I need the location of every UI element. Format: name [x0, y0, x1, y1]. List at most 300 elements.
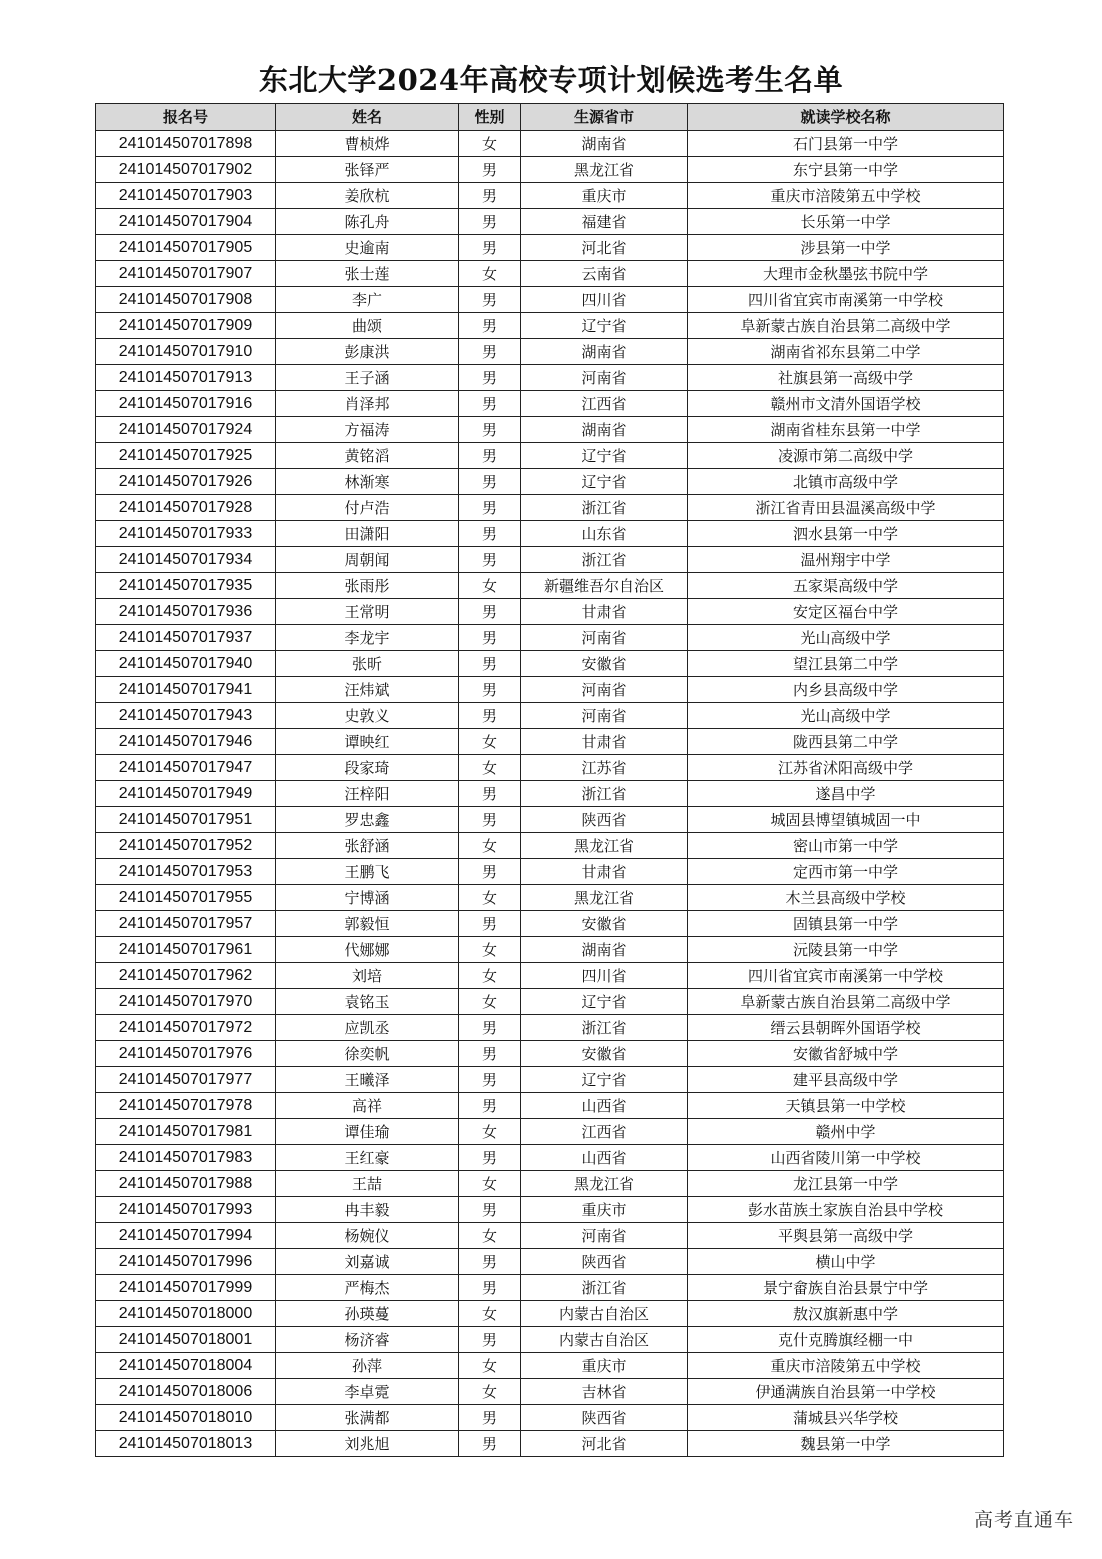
cell-student-name: 段家琦 [276, 755, 459, 781]
cell-school: 石门县第一中学 [688, 131, 1004, 157]
column-header-name: 姓名 [276, 104, 459, 131]
table-row [96, 1041, 1004, 1067]
cell-student-name: 王喆 [276, 1171, 459, 1197]
cell-registration-id: 241014507017909 [96, 313, 276, 339]
cell-registration-id: 241014507017935 [96, 573, 276, 599]
cell-student-name: 张士莲 [276, 261, 459, 287]
table-row [96, 365, 1004, 391]
cell-gender: 男 [459, 1405, 521, 1431]
cell-student-name: 刘兆旭 [276, 1431, 459, 1457]
cell-student-name: 刘嘉诚 [276, 1249, 459, 1275]
cell-registration-id: 241014507017994 [96, 1223, 276, 1249]
cell-student-name: 应凯丞 [276, 1015, 459, 1041]
cell-province: 安徽省 [521, 651, 688, 677]
cell-province: 江西省 [521, 391, 688, 417]
cell-gender: 男 [459, 911, 521, 937]
cell-province: 辽宁省 [521, 313, 688, 339]
cell-registration-id: 241014507017907 [96, 261, 276, 287]
cell-student-name: 史逾南 [276, 235, 459, 261]
cell-registration-id: 241014507017978 [96, 1093, 276, 1119]
cell-school: 五家渠高级中学 [688, 573, 1004, 599]
cell-student-name: 代娜娜 [276, 937, 459, 963]
cell-school: 光山高级中学 [688, 703, 1004, 729]
cell-registration-id: 241014507017953 [96, 859, 276, 885]
table-row [96, 521, 1004, 547]
cell-gender: 女 [459, 937, 521, 963]
cell-student-name: 李龙宇 [276, 625, 459, 651]
cell-student-name: 付卢浩 [276, 495, 459, 521]
column-header-school: 就读学校名称 [688, 104, 1004, 131]
cell-school: 龙江县第一中学 [688, 1171, 1004, 1197]
cell-registration-id: 241014507017916 [96, 391, 276, 417]
cell-registration-id: 241014507017951 [96, 807, 276, 833]
cell-province: 湖南省 [521, 131, 688, 157]
cell-school: 木兰县高级中学校 [688, 885, 1004, 911]
cell-registration-id: 241014507017970 [96, 989, 276, 1015]
cell-province: 浙江省 [521, 1275, 688, 1301]
cell-student-name: 孙萍 [276, 1353, 459, 1379]
cell-registration-id: 241014507017905 [96, 235, 276, 261]
cell-school: 江苏省沭阳高级中学 [688, 755, 1004, 781]
cell-province: 山西省 [521, 1093, 688, 1119]
table-row [96, 1067, 1004, 1093]
cell-school: 彭水苗族土家族自治县中学校 [688, 1197, 1004, 1223]
column-header-gender: 性别 [459, 104, 521, 131]
cell-province: 山东省 [521, 521, 688, 547]
cell-school: 山西省陵川第一中学校 [688, 1145, 1004, 1171]
cell-gender: 男 [459, 547, 521, 573]
page-title: 东北大学2024年高校专项计划候选考生名单 [258, 63, 844, 97]
table-row [96, 235, 1004, 261]
cell-gender: 女 [459, 1223, 521, 1249]
cell-gender: 男 [459, 703, 521, 729]
cell-province: 福建省 [521, 209, 688, 235]
cell-province: 陕西省 [521, 807, 688, 833]
cell-province: 内蒙古自治区 [521, 1327, 688, 1353]
column-header-id: 报名号 [96, 104, 276, 131]
cell-registration-id: 241014507017981 [96, 1119, 276, 1145]
cell-student-name: 王曦泽 [276, 1067, 459, 1093]
table-row [96, 599, 1004, 625]
cell-province: 湖南省 [521, 339, 688, 365]
cell-gender: 男 [459, 287, 521, 313]
table-row [96, 885, 1004, 911]
cell-school: 四川省宜宾市南溪第一中学校 [688, 287, 1004, 313]
table-row [96, 1093, 1004, 1119]
cell-gender: 男 [459, 1145, 521, 1171]
cell-registration-id: 241014507017993 [96, 1197, 276, 1223]
cell-gender: 男 [459, 339, 521, 365]
cell-registration-id: 241014507017999 [96, 1275, 276, 1301]
cell-school: 浙江省青田县温溪高级中学 [688, 495, 1004, 521]
cell-gender: 男 [459, 677, 521, 703]
table-row [96, 547, 1004, 573]
cell-gender: 女 [459, 833, 521, 859]
cell-province: 黑龙江省 [521, 1171, 688, 1197]
cell-registration-id: 241014507018004 [96, 1353, 276, 1379]
table-row [96, 391, 1004, 417]
cell-school: 横山中学 [688, 1249, 1004, 1275]
cell-gender: 男 [459, 495, 521, 521]
cell-school: 阜新蒙古族自治县第二高级中学 [688, 313, 1004, 339]
cell-province: 辽宁省 [521, 469, 688, 495]
table-header-row [96, 104, 1004, 131]
table-row [96, 1379, 1004, 1405]
table-row [96, 287, 1004, 313]
cell-registration-id: 241014507017913 [96, 365, 276, 391]
cell-student-name: 黄铭滔 [276, 443, 459, 469]
cell-province: 黑龙江省 [521, 885, 688, 911]
cell-student-name: 汪炜斌 [276, 677, 459, 703]
cell-registration-id: 241014507017983 [96, 1145, 276, 1171]
cell-gender: 男 [459, 521, 521, 547]
table-row [96, 261, 1004, 287]
cell-student-name: 高祥 [276, 1093, 459, 1119]
table-body [96, 131, 1004, 1457]
cell-registration-id: 241014507017941 [96, 677, 276, 703]
cell-province: 辽宁省 [521, 1067, 688, 1093]
cell-school: 社旗县第一高级中学 [688, 365, 1004, 391]
table-row [96, 1405, 1004, 1431]
table-row [96, 1301, 1004, 1327]
cell-student-name: 罗忠鑫 [276, 807, 459, 833]
cell-province: 浙江省 [521, 495, 688, 521]
cell-student-name: 周朝闻 [276, 547, 459, 573]
cell-gender: 男 [459, 1275, 521, 1301]
cell-school: 密山市第一中学 [688, 833, 1004, 859]
cell-school: 定西市第一中学 [688, 859, 1004, 885]
table-row [96, 1431, 1004, 1457]
cell-province: 重庆市 [521, 1197, 688, 1223]
cell-school: 湖南省祁东县第二中学 [688, 339, 1004, 365]
cell-province: 黑龙江省 [521, 157, 688, 183]
cell-province: 河南省 [521, 1223, 688, 1249]
cell-registration-id: 241014507017988 [96, 1171, 276, 1197]
table-row [96, 1275, 1004, 1301]
cell-registration-id: 241014507017937 [96, 625, 276, 651]
cell-school: 温州翔宇中学 [688, 547, 1004, 573]
table-row [96, 833, 1004, 859]
cell-registration-id: 241014507017943 [96, 703, 276, 729]
table-row [96, 937, 1004, 963]
cell-province: 四川省 [521, 963, 688, 989]
cell-province: 云南省 [521, 261, 688, 287]
cell-school: 缙云县朝晖外国语学校 [688, 1015, 1004, 1041]
cell-province: 湖南省 [521, 937, 688, 963]
cell-gender: 男 [459, 469, 521, 495]
cell-province: 新疆维吾尔自治区 [521, 573, 688, 599]
cell-registration-id: 241014507017952 [96, 833, 276, 859]
cell-school: 四川省宜宾市南溪第一中学校 [688, 963, 1004, 989]
cell-student-name: 郭毅恒 [276, 911, 459, 937]
cell-registration-id: 241014507017933 [96, 521, 276, 547]
cell-registration-id: 241014507017961 [96, 937, 276, 963]
cell-student-name: 姜欣杭 [276, 183, 459, 209]
cell-student-name: 严梅杰 [276, 1275, 459, 1301]
cell-gender: 男 [459, 391, 521, 417]
cell-student-name: 刘培 [276, 963, 459, 989]
cell-student-name: 袁铭玉 [276, 989, 459, 1015]
cell-student-name: 方福涛 [276, 417, 459, 443]
cell-registration-id: 241014507017924 [96, 417, 276, 443]
table-row [96, 183, 1004, 209]
cell-school: 重庆市涪陵第五中学校 [688, 183, 1004, 209]
cell-registration-id: 241014507017972 [96, 1015, 276, 1041]
cell-gender: 男 [459, 1327, 521, 1353]
cell-student-name: 曲颂 [276, 313, 459, 339]
cell-registration-id: 241014507018001 [96, 1327, 276, 1353]
cell-registration-id: 241014507017904 [96, 209, 276, 235]
table-row [96, 339, 1004, 365]
cell-student-name: 张满都 [276, 1405, 459, 1431]
cell-gender: 女 [459, 729, 521, 755]
table-row [96, 1171, 1004, 1197]
cell-registration-id: 241014507017902 [96, 157, 276, 183]
cell-school: 建平县高级中学 [688, 1067, 1004, 1093]
cell-registration-id: 241014507017976 [96, 1041, 276, 1067]
cell-student-name: 张铎严 [276, 157, 459, 183]
cell-school: 内乡县高级中学 [688, 677, 1004, 703]
candidate-table [95, 103, 1004, 1457]
cell-school: 赣州中学 [688, 1119, 1004, 1145]
table-row [96, 729, 1004, 755]
cell-gender: 女 [459, 1379, 521, 1405]
cell-student-name: 谭映红 [276, 729, 459, 755]
table-row [96, 911, 1004, 937]
cell-province: 陕西省 [521, 1405, 688, 1431]
cell-province: 吉林省 [521, 1379, 688, 1405]
cell-gender: 男 [459, 157, 521, 183]
cell-registration-id: 241014507017949 [96, 781, 276, 807]
cell-gender: 男 [459, 235, 521, 261]
cell-school: 遂昌中学 [688, 781, 1004, 807]
cell-gender: 男 [459, 183, 521, 209]
cell-registration-id: 241014507017908 [96, 287, 276, 313]
cell-student-name: 李广 [276, 287, 459, 313]
cell-registration-id: 241014507017936 [96, 599, 276, 625]
table-row [96, 443, 1004, 469]
cell-gender: 女 [459, 1301, 521, 1327]
table-row [96, 131, 1004, 157]
cell-student-name: 谭佳瑜 [276, 1119, 459, 1145]
cell-school: 大理市金秋墨弦书院中学 [688, 261, 1004, 287]
cell-province: 山西省 [521, 1145, 688, 1171]
cell-school: 安徽省舒城中学 [688, 1041, 1004, 1067]
cell-student-name: 彭康洪 [276, 339, 459, 365]
cell-registration-id: 241014507017910 [96, 339, 276, 365]
watermark: 高考直通车 [973, 1509, 1074, 1531]
table-row [96, 651, 1004, 677]
cell-registration-id: 241014507017977 [96, 1067, 276, 1093]
cell-gender: 男 [459, 651, 521, 677]
cell-province: 安徽省 [521, 1041, 688, 1067]
table-row [96, 1353, 1004, 1379]
cell-registration-id: 241014507017947 [96, 755, 276, 781]
cell-school: 阜新蒙古族自治县第二高级中学 [688, 989, 1004, 1015]
table-row [96, 1327, 1004, 1353]
cell-student-name: 杨济睿 [276, 1327, 459, 1353]
cell-province: 内蒙古自治区 [521, 1301, 688, 1327]
cell-gender: 女 [459, 989, 521, 1015]
cell-school: 安定区福台中学 [688, 599, 1004, 625]
cell-school: 凌源市第二高级中学 [688, 443, 1004, 469]
cell-gender: 男 [459, 209, 521, 235]
cell-student-name: 杨婉仪 [276, 1223, 459, 1249]
cell-school: 陇西县第二中学 [688, 729, 1004, 755]
cell-student-name: 林渐寒 [276, 469, 459, 495]
cell-gender: 女 [459, 261, 521, 287]
cell-student-name: 陈孔舟 [276, 209, 459, 235]
table-row [96, 989, 1004, 1015]
table-row [96, 859, 1004, 885]
cell-school: 重庆市涪陵第五中学校 [688, 1353, 1004, 1379]
cell-student-name: 肖泽邦 [276, 391, 459, 417]
table-row [96, 157, 1004, 183]
cell-student-name: 李卓霓 [276, 1379, 459, 1405]
cell-school: 景宁畲族自治县景宁中学 [688, 1275, 1004, 1301]
cell-school: 魏县第一中学 [688, 1431, 1004, 1457]
cell-registration-id: 241014507017925 [96, 443, 276, 469]
table-row [96, 677, 1004, 703]
cell-student-name: 曹桢烨 [276, 131, 459, 157]
cell-gender: 男 [459, 1015, 521, 1041]
table-row [96, 755, 1004, 781]
cell-gender: 男 [459, 417, 521, 443]
cell-gender: 男 [459, 1249, 521, 1275]
cell-student-name: 张雨彤 [276, 573, 459, 599]
cell-province: 陕西省 [521, 1249, 688, 1275]
cell-province: 江苏省 [521, 755, 688, 781]
cell-school: 天镇县第一中学校 [688, 1093, 1004, 1119]
cell-registration-id: 241014507017928 [96, 495, 276, 521]
cell-school: 城固县博望镇城固一中 [688, 807, 1004, 833]
cell-gender: 男 [459, 807, 521, 833]
table-row [96, 313, 1004, 339]
cell-gender: 男 [459, 443, 521, 469]
table-row [96, 625, 1004, 651]
cell-school: 敖汉旗新惠中学 [688, 1301, 1004, 1327]
cell-province: 安徽省 [521, 911, 688, 937]
table-row [96, 781, 1004, 807]
cell-province: 河南省 [521, 703, 688, 729]
table-row [96, 573, 1004, 599]
cell-province: 河南省 [521, 625, 688, 651]
cell-province: 甘肃省 [521, 859, 688, 885]
cell-student-name: 史敦义 [276, 703, 459, 729]
cell-school: 平舆县第一高级中学 [688, 1223, 1004, 1249]
cell-registration-id: 241014507018010 [96, 1405, 276, 1431]
cell-gender: 男 [459, 313, 521, 339]
cell-student-name: 王红豪 [276, 1145, 459, 1171]
cell-province: 浙江省 [521, 781, 688, 807]
cell-gender: 男 [459, 1041, 521, 1067]
cell-registration-id: 241014507018006 [96, 1379, 276, 1405]
cell-gender: 男 [459, 859, 521, 885]
cell-gender: 女 [459, 131, 521, 157]
cell-province: 浙江省 [521, 1015, 688, 1041]
cell-registration-id: 241014507017898 [96, 131, 276, 157]
cell-gender: 男 [459, 625, 521, 651]
cell-registration-id: 241014507017996 [96, 1249, 276, 1275]
cell-registration-id: 241014507017955 [96, 885, 276, 911]
cell-school: 望江县第二中学 [688, 651, 1004, 677]
cell-school: 固镇县第一中学 [688, 911, 1004, 937]
cell-province: 河南省 [521, 677, 688, 703]
table-row [96, 495, 1004, 521]
table-row [96, 1223, 1004, 1249]
cell-gender: 女 [459, 1119, 521, 1145]
cell-gender: 女 [459, 755, 521, 781]
cell-gender: 女 [459, 1353, 521, 1379]
cell-student-name: 冉丰毅 [276, 1197, 459, 1223]
cell-gender: 男 [459, 599, 521, 625]
column-header-province: 生源省市 [521, 104, 688, 131]
cell-school: 北镇市高级中学 [688, 469, 1004, 495]
cell-registration-id: 241014507017903 [96, 183, 276, 209]
cell-registration-id: 241014507018000 [96, 1301, 276, 1327]
cell-province: 河北省 [521, 1431, 688, 1457]
cell-school: 长乐第一中学 [688, 209, 1004, 235]
table-row [96, 417, 1004, 443]
cell-student-name: 汪梓阳 [276, 781, 459, 807]
table-row [96, 703, 1004, 729]
cell-registration-id: 241014507017957 [96, 911, 276, 937]
cell-registration-id: 241014507017926 [96, 469, 276, 495]
cell-province: 重庆市 [521, 183, 688, 209]
cell-school: 光山高级中学 [688, 625, 1004, 651]
cell-province: 湖南省 [521, 417, 688, 443]
cell-registration-id: 241014507017934 [96, 547, 276, 573]
cell-student-name: 孙瑛蔓 [276, 1301, 459, 1327]
cell-school: 蒲城县兴华学校 [688, 1405, 1004, 1431]
cell-province: 辽宁省 [521, 443, 688, 469]
cell-student-name: 张舒涵 [276, 833, 459, 859]
cell-gender: 女 [459, 963, 521, 989]
cell-gender: 男 [459, 365, 521, 391]
cell-province: 甘肃省 [521, 599, 688, 625]
cell-gender: 女 [459, 885, 521, 911]
table-row [96, 1015, 1004, 1041]
cell-province: 四川省 [521, 287, 688, 313]
cell-student-name: 宁博涵 [276, 885, 459, 911]
cell-student-name: 田潇阳 [276, 521, 459, 547]
cell-province: 甘肃省 [521, 729, 688, 755]
table-row [96, 807, 1004, 833]
cell-province: 黑龙江省 [521, 833, 688, 859]
cell-province: 辽宁省 [521, 989, 688, 1015]
table-row [96, 1197, 1004, 1223]
cell-school: 涉县第一中学 [688, 235, 1004, 261]
cell-province: 河北省 [521, 235, 688, 261]
cell-student-name: 王鹏飞 [276, 859, 459, 885]
cell-gender: 男 [459, 1067, 521, 1093]
table-row [96, 209, 1004, 235]
cell-gender: 男 [459, 781, 521, 807]
cell-registration-id: 241014507018013 [96, 1431, 276, 1457]
table-row [96, 1119, 1004, 1145]
cell-province: 重庆市 [521, 1353, 688, 1379]
cell-student-name: 王常明 [276, 599, 459, 625]
cell-school: 克什克腾旗经棚一中 [688, 1327, 1004, 1353]
cell-gender: 女 [459, 1171, 521, 1197]
table-row [96, 1145, 1004, 1171]
cell-school: 沅陵县第一中学 [688, 937, 1004, 963]
cell-gender: 女 [459, 573, 521, 599]
cell-province: 河南省 [521, 365, 688, 391]
cell-school: 东宁县第一中学 [688, 157, 1004, 183]
cell-registration-id: 241014507017946 [96, 729, 276, 755]
cell-gender: 男 [459, 1197, 521, 1223]
